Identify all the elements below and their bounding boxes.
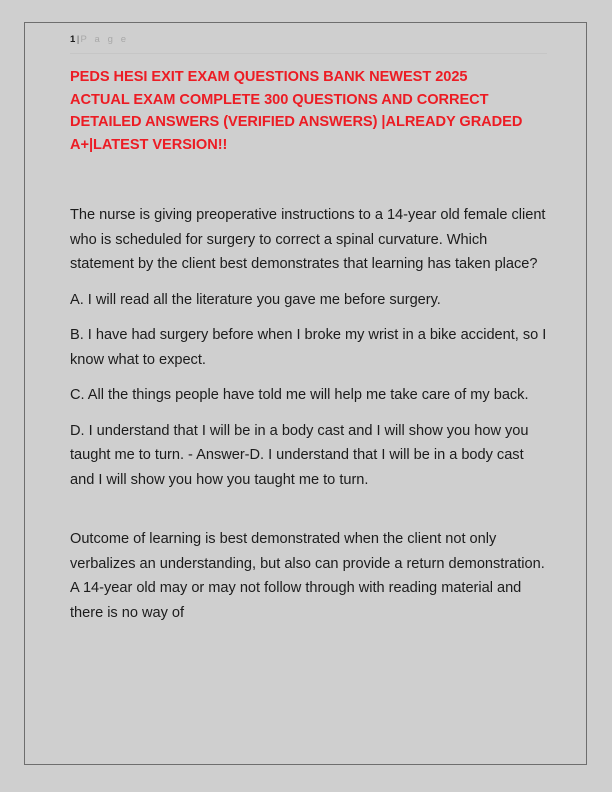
header-separator: | — [76, 34, 80, 45]
running-header — [70, 33, 547, 49]
document-body — [70, 203, 547, 625]
answer-option-d-with-answer: D. I understand that I will be in a body cast and I will show you how you taught me to turn. - Answer-D. I understand that I will be in a body cast and I will show you how you taught me to turn. — [70, 422, 529, 488]
header-divider — [70, 53, 547, 54]
header-page-label: P a g e — [80, 34, 129, 45]
answer-rationale: Outcome of learning is best demonstrated when the client not only verbalizes an understanding, but also can provide a return demonstration. A 14-year old may or may not follow through with reading material and there is no way of — [70, 531, 545, 621]
answer-option-a: A. I will read all the literature you gave me before surgery. — [70, 291, 441, 308]
answer-rationale-spacer — [70, 503, 547, 527]
question-stem: The nurse is giving preoperative instructions to a 14-year old female client who is scheduled for surgery to correct a spinal curvature. Which statement by the client best demonstrates that learning has taken place? — [70, 207, 546, 273]
answer-option-c: C. All the things people have told me will help me take care of my back. — [70, 387, 529, 404]
document-page — [24, 22, 587, 765]
answer-option-b: B. I have had surgery before when I broke my wrist in a bike accident, so I know what to expect. — [70, 327, 547, 368]
title-body-spacer — [70, 156, 547, 203]
header-page-number: 1 — [70, 34, 76, 45]
document-title: PEDS HESI EXIT EXAM QUESTIONS BANK NEWEST 2025 ACTUAL EXAM COMPLETE 300 QUESTIONS AND CORRECT DETAILED ANSWERS (VERIFIED ANSWERS) |ALREADY GRADED A+|LATEST VERSION!! — [70, 69, 523, 153]
page-content-area — [70, 33, 547, 756]
